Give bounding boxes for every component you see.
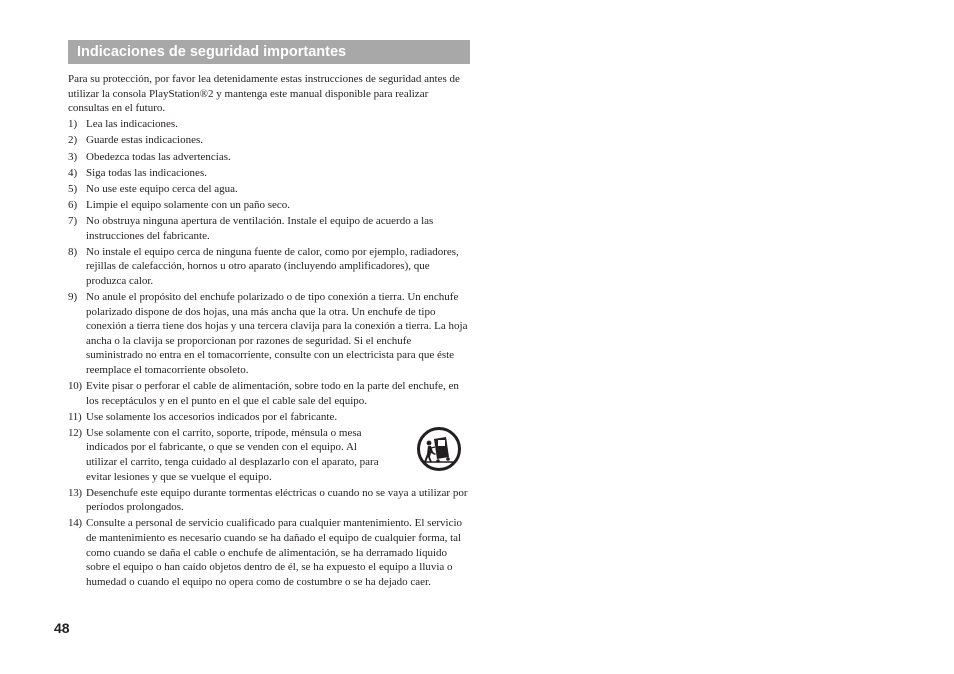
list-item — [68, 245, 470, 289]
item-number: 7) — [68, 214, 78, 227]
list-item — [68, 198, 470, 213]
item-text: No anule el propósito del enchufe polarizado o de tipo conexión a tierra. Un enchufe polarizado dispone de dos hojas, una más ancha que la otra. Un enchufe de tipo conexión a tierra tiene dos hojas y una tercera clavija para la conexión a tierra. La hoja ancha o la clavija se proporcionan por razones de seguridad. Si el enchufe suministrado no entra en el tomacorriente, consulte con un electricista para que éste reemplace el tomacorriente obsoleto. — [86, 290, 468, 376]
list-item — [68, 426, 470, 484]
item-number: 4) — [68, 166, 78, 179]
list-item — [68, 150, 470, 165]
item-number: 10) — [68, 379, 82, 392]
intro-paragraph: Para su protección, por favor lea detenidamente estas instrucciones de seguridad antes de utilizar la consola PlayStation®2 y mantenga este manual disponible para realizar consultas en el futuro. — [68, 73, 460, 115]
item-text: Lea las indicaciones. — [86, 118, 178, 131]
page-content — [68, 72, 470, 591]
item-text: Desenchufe este equipo durante tormentas eléctricas o cuando no se vaya a utilizar por períodos prolongados. — [86, 486, 468, 514]
cart-tip-over-warning-icon — [416, 426, 462, 472]
item-text: Evite pisar o perforar el cable de alimentación, sobre todo en la parte del enchufe, en los receptáculos y en el punto en el que el cable sale del equipo. — [86, 379, 459, 407]
safety-instructions-list — [68, 117, 470, 589]
list-item — [68, 133, 470, 148]
list-item — [68, 290, 470, 378]
item-number: 5) — [68, 182, 78, 195]
section-header — [68, 40, 470, 64]
item-number: 11) — [68, 410, 82, 423]
list-item — [68, 117, 470, 132]
list-item — [68, 379, 470, 408]
list-item — [68, 182, 470, 197]
page-number: 48 — [54, 620, 70, 636]
item-text: Use solamente con el carrito, soporte, trípode, ménsula o mesa indicados por el fabricante, o que se venden con el equipo. Al utilizar el carrito, tenga cuidado al desplazarlo con el aparato, para evitar lesiones y que se vuelque el equipo. — [86, 426, 379, 483]
item-number: 2) — [68, 134, 78, 147]
list-item — [68, 410, 470, 425]
item-text: No obstruya ninguna apertura de ventilación. Instale el equipo de acuerdo a las instrucciones del fabricante. — [86, 214, 434, 242]
list-item — [68, 166, 470, 181]
item-text: Use solamente los accesorios indicados por el fabricante. — [86, 410, 338, 423]
item-text: Limpie el equipo solamente con un paño seco. — [86, 198, 291, 211]
item-text: Obedezca todas las advertencias. — [86, 150, 231, 163]
list-item — [68, 486, 470, 515]
item-text: No use este equipo cerca del agua. — [86, 182, 238, 195]
item-number: 8) — [68, 245, 78, 258]
item-number: 1) — [68, 118, 78, 131]
item-text: Siga todas las indicaciones. — [86, 166, 207, 179]
item-number: 14) — [68, 517, 82, 530]
section-title: Indicaciones de seguridad importantes — [77, 44, 347, 60]
item-with-illustration — [86, 426, 470, 484]
list-item — [68, 214, 470, 243]
item-text: Guarde estas indicaciones. — [86, 134, 203, 147]
item-number: 3) — [68, 150, 78, 163]
item-text: Consulte a personal de servicio cualificado para cualquier mantenimiento. El servicio de mantenimiento es necesario cuando se ha dañado el equipo de cualquier forma, tal como cuando se daña el cable o enchufe de alimentación, se ha derramado líquido sobre el equipo o han caído objetos dentro de él, se ha expuesto el equipo a lluvia o humedad o cuando el equipo no opera como de costumbre o se ha dejado caer. — [86, 517, 463, 588]
item-number: 9) — [68, 290, 78, 303]
item-number: 12) — [68, 426, 82, 439]
list-item — [68, 516, 470, 589]
item-number: 13) — [68, 486, 82, 499]
item-number: 6) — [68, 198, 78, 211]
item-text: No instale el equipo cerca de ninguna fuente de calor, como por ejemplo, radiadores, rejillas de calefacción, hornos u otro aparato (incluyendo amplificadores), que produzca calor. — [86, 245, 459, 287]
